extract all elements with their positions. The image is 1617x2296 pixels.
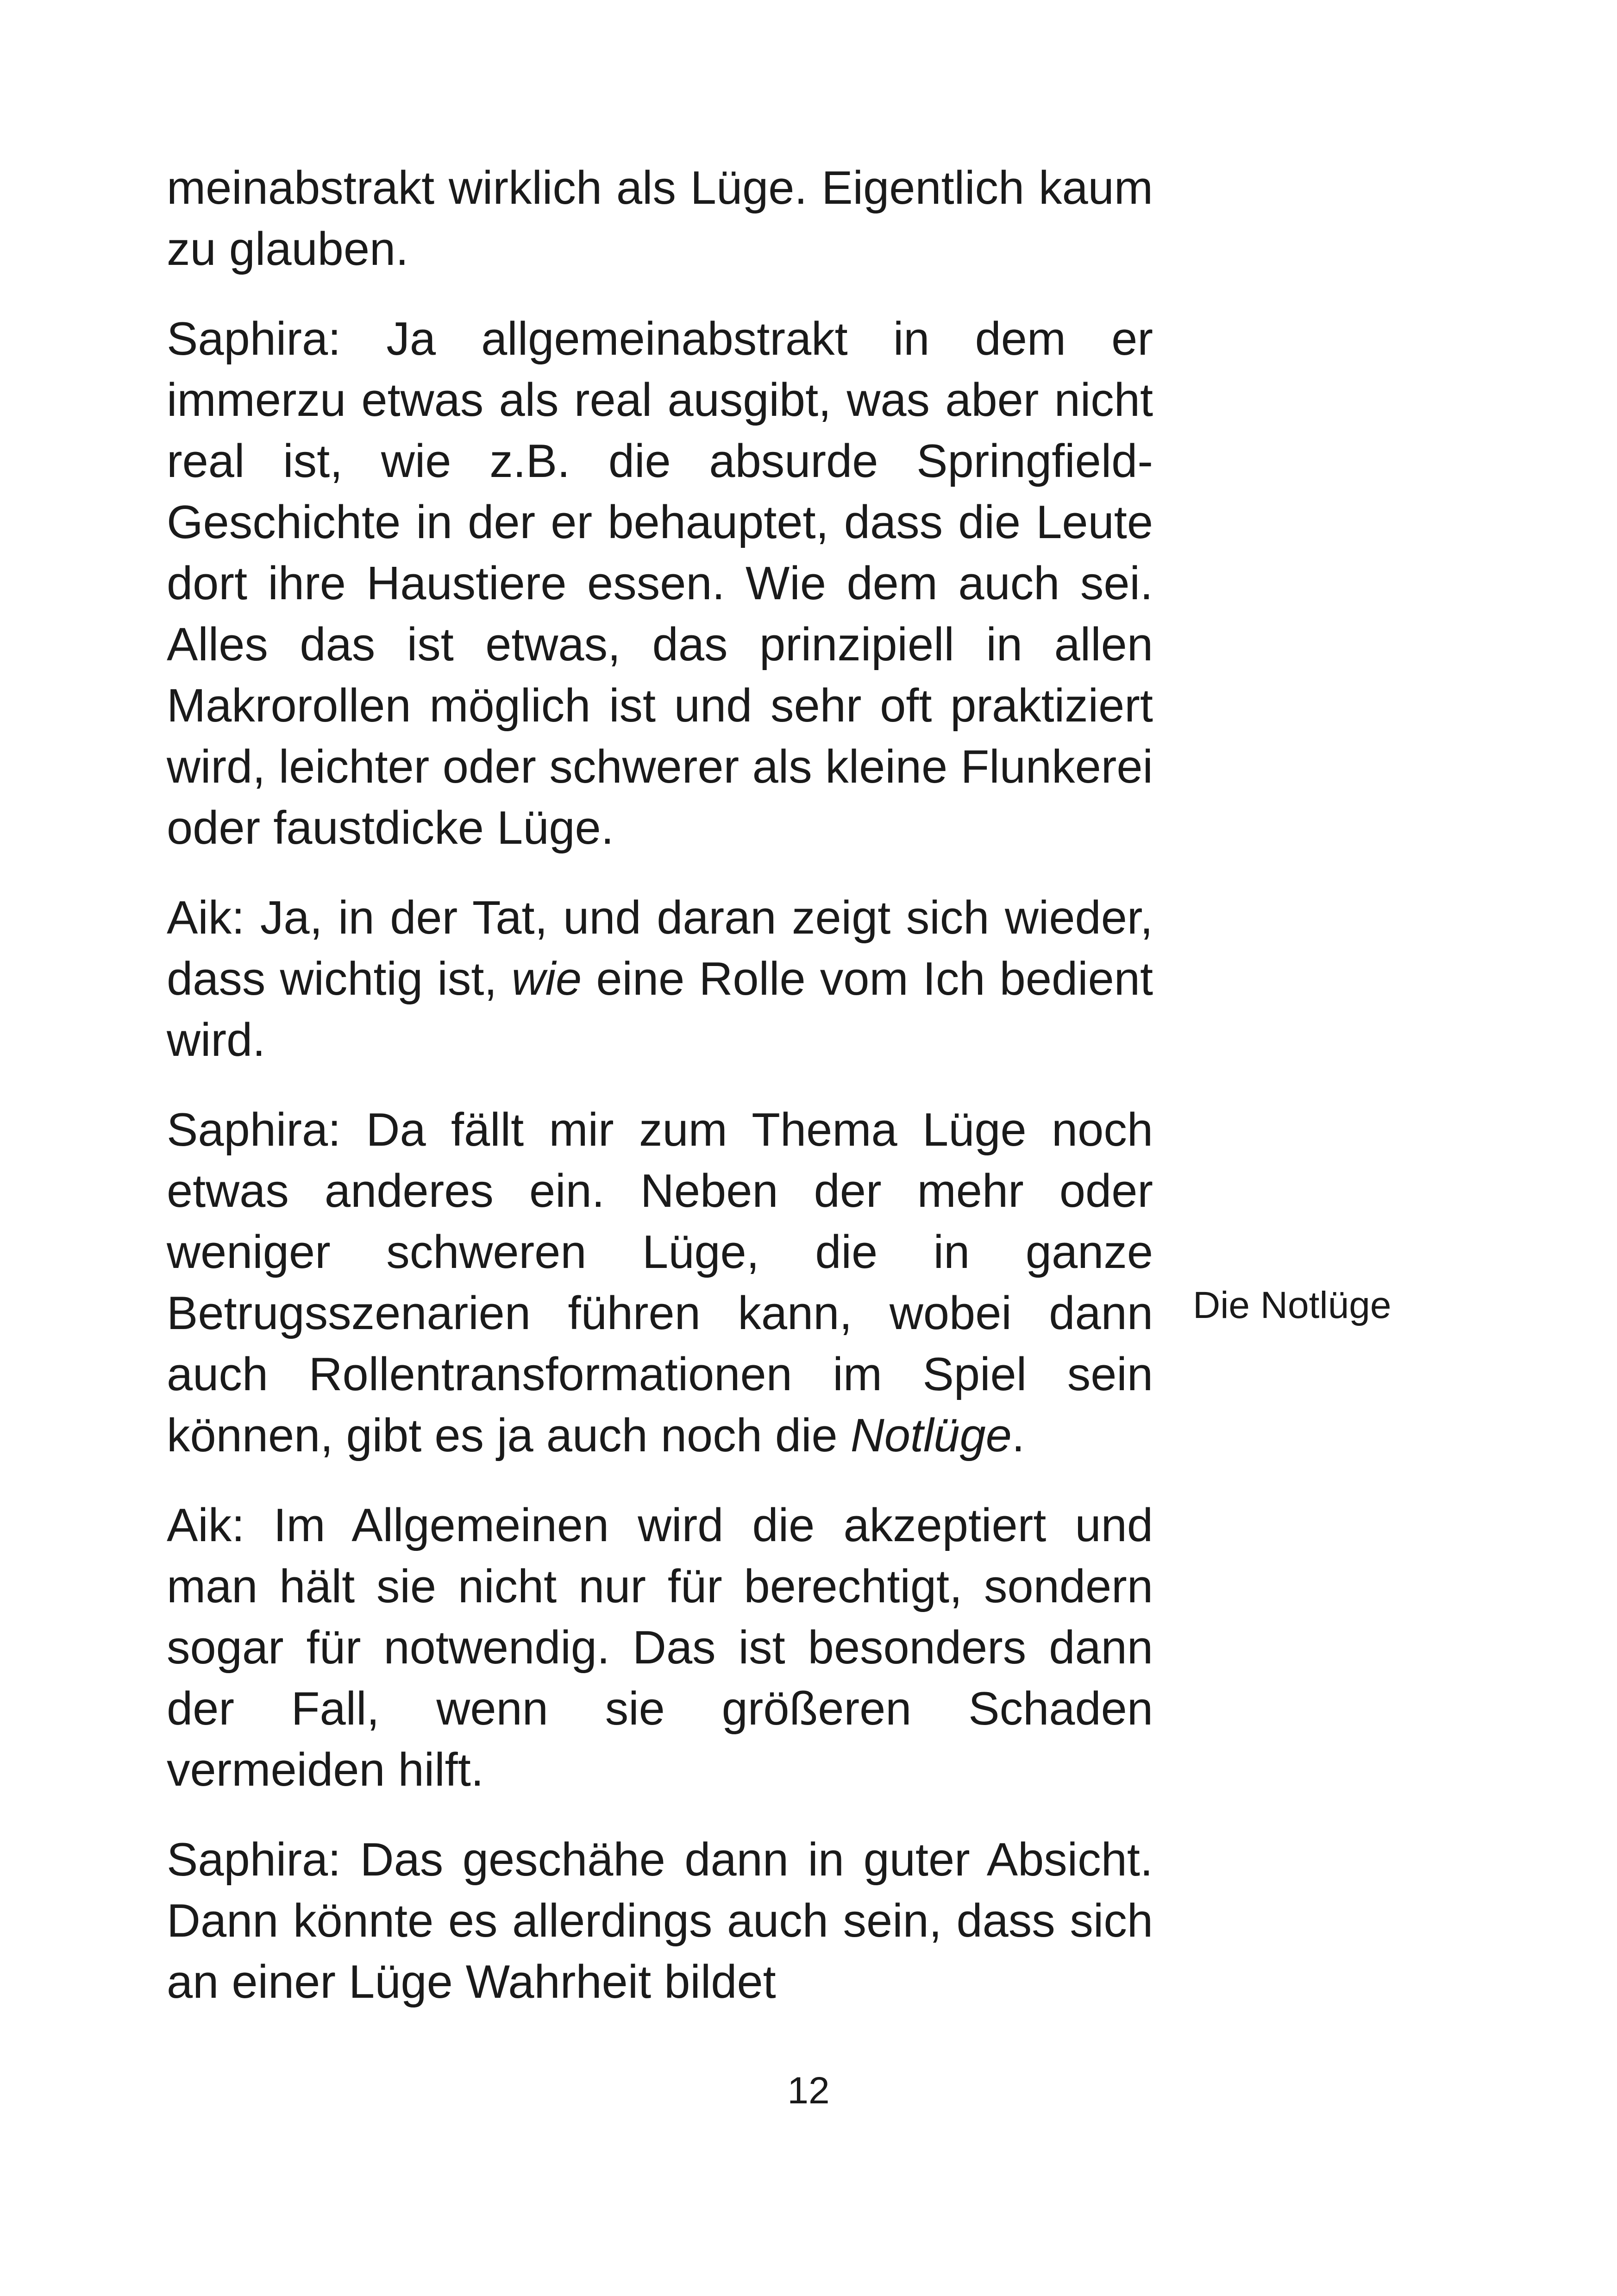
paragraph-4-text-end: . [1011,1410,1025,1462]
page-number: 12 [787,2070,830,2112]
paragraph-5: Aik: Im Allgemeinen wird die akzeptiert und man hält sie nicht nur für berechtigt, sondern sogar für notwendig. Das ist besonders dann der Fall, wenn sie größeren Schaden vermeiden hilft. [167,1499,1153,1796]
paragraph-4-emphasis: Notlüge [850,1410,1012,1462]
paragraph-6: Saphira: Das geschähe dann in guter Absicht. Dann könnte es allerdings auch sein, dass sich an einer Lüge Wahrheit bildet [167,1834,1153,2008]
paragraph-3-text-end: eine Rolle vom Ich bedient wird. [167,953,1153,1066]
paragraph-3-emphasis: wie [511,953,582,1005]
margin-note: Die Notlüge [1193,1284,1391,1326]
paragraph-4-text-start: Saphira: Da fällt mir zum Thema Lüge noch etwas anderes ein. Neben der mehr oder weniger schweren Lüge, die in ganze Betrugsszenarien führen kann, wobei dann auch Rollentransformationen im Spiel sein können, gibt es ja auch noch die [167,1104,1153,1462]
paragraph-2: Saphira: Ja allgemeinabstrakt in dem er immerzu etwas als real ausgibt, was aber nicht real ist, wie z.B. die absurde Springfield-Geschichte in der er behauptet, dass die Leute dort ihre Haustiere essen. Wie dem auch sei. Alles das ist etwas, das prinzipiell in allen Makrorollen möglich ist und sehr oft praktiziert wird, leichter oder schwerer als kleine Flunkerei oder faustdicke Lüge. [167,313,1153,854]
paragraph-4 [167,1099,1153,1466]
paragraph-3-text-start: Aik: Ja, in der Tat, und daran zeigt sich wieder, dass wichtig ist, [167,892,1153,1005]
paragraph-3 [167,887,1153,1071]
main-text-column [167,157,1153,2041]
paragraph-1: meinabstrakt wirklich als Lüge. Eigentlich kaum zu glauben. [167,162,1153,275]
